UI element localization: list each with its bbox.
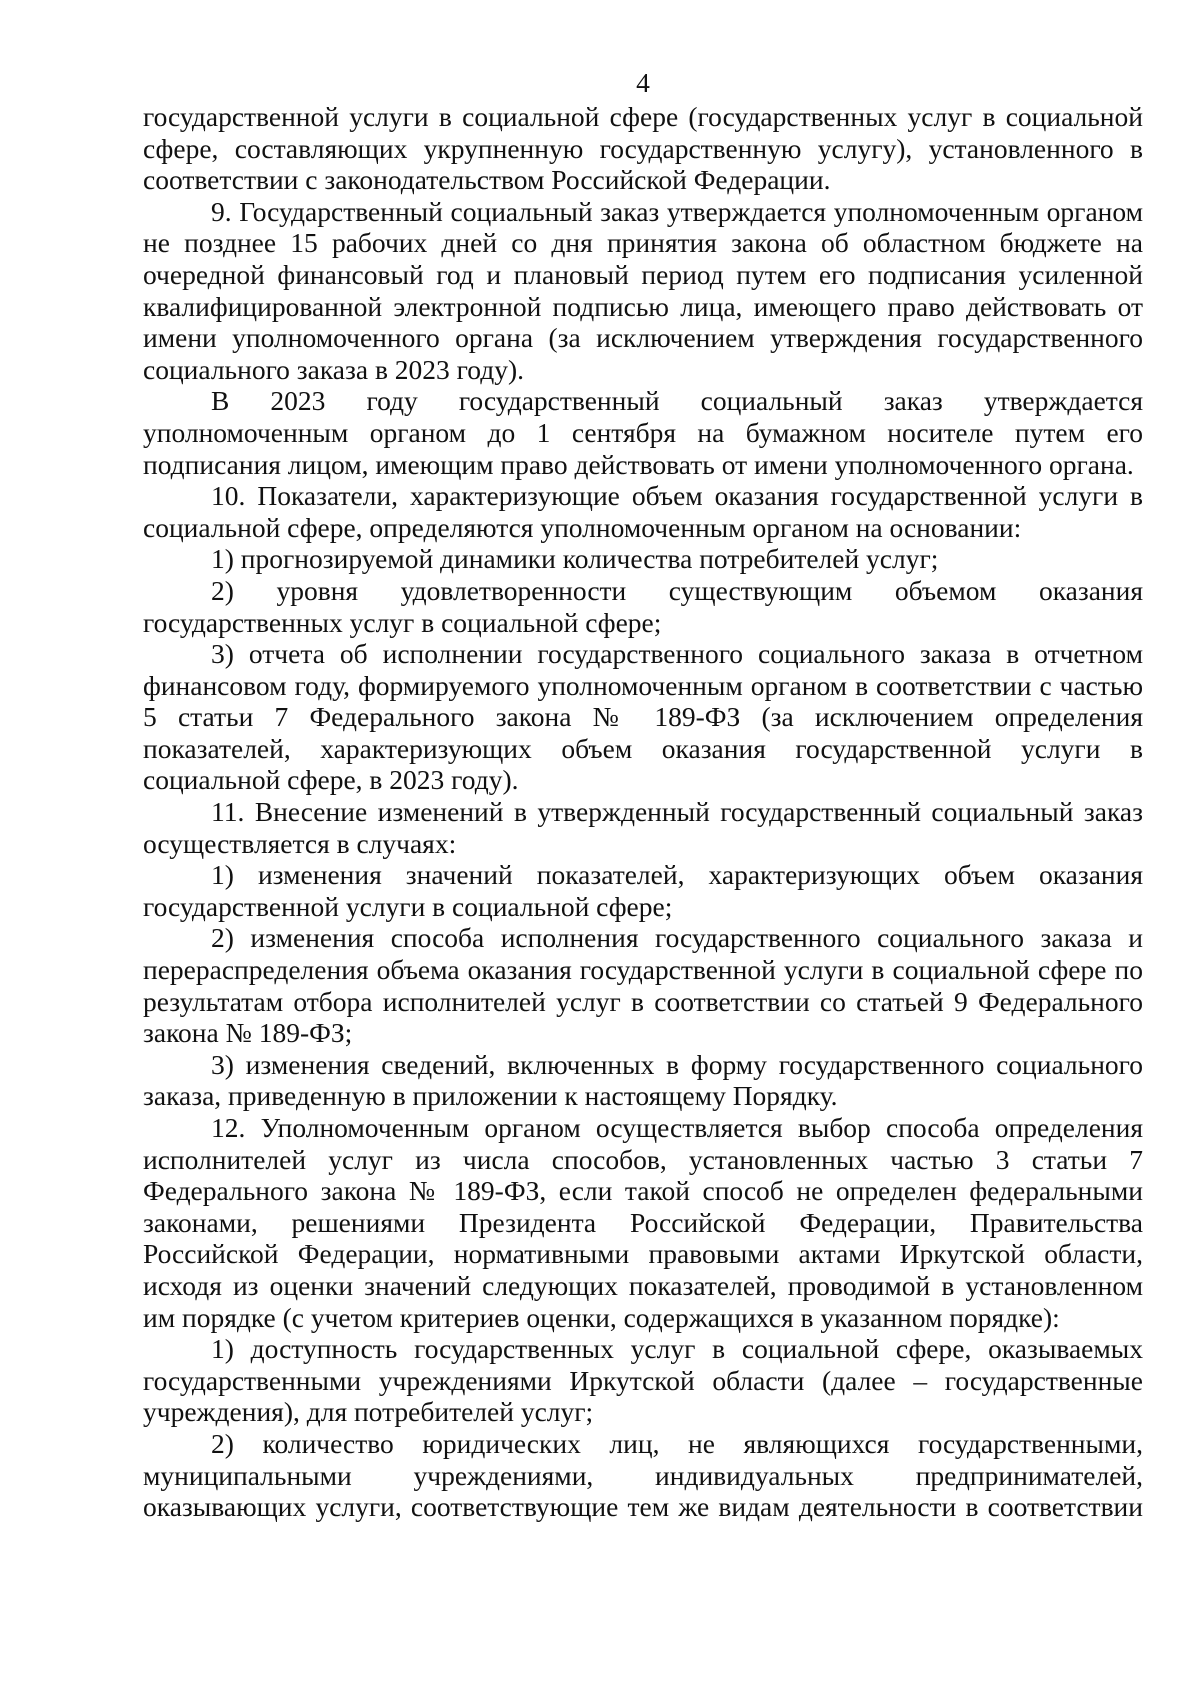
paragraph-item-12-2: 2) количество юридических лиц, не являющихся государственными, муниципальными учреждениями, индивидуальных предпринимателей, оказывающих услуги, соответствующие тем же видам деятельности в соответствии: [143, 1427, 1143, 1523]
paragraph-item-10-3: 3) отчета об исполнении государственного социального заказа в отчетном финансовом году, формируемого уполномоченным органом в соответствии с частью 5 статьи 7 Федерального закона № 189-ФЗ (за исключением определения показателей, характеризующих объем оказания государственной услуги в социальной сфере, в 2023 году).: [143, 638, 1143, 796]
paragraph-item-10-2: 2) уровня удовлетворенности существующим объемом оказания государственных услуг в социальной сфере;: [143, 574, 1143, 638]
paragraph-item-10: 10. Показатели, характеризующие объем оказания государственной услуги в социальной сфере, определяются уполномоченным органом на основании:: [143, 480, 1143, 543]
paragraph-item-11-3: 3) изменения сведений, включенных в форму государственного социального заказа, приведенную в приложении к настоящему Порядку.: [143, 1048, 1143, 1112]
paragraph-item-9: 9. Государственный социальный заказ утверждается уполномоченным органом не позднее 15 рабочих дней со дня принятия закона об областном бюджете на очередной финансовый год и плановый период путем его подписания усиленной квалифицированной электронной подписью лица, имеющего право действовать от имени уполномоченного органа (за исключением утверждения государственного социального заказа в 2023 году).: [143, 195, 1143, 385]
paragraph-item-10-1: 1) прогнозируемой динамики количества потребителей услуг;: [211, 543, 939, 575]
paragraph-item-9-2023: В 2023 году государственный социальный заказ утверждается уполномоченным органом до 1 сентября на бумажном носителе путем его подписания лицом, имеющим право действовать от имени уполномоченного органа.: [143, 385, 1143, 480]
paragraph-continuation: государственной услуги в социальной сфере (государственных услуг в социальной сфере, составляющих укрупненную государственную услугу), установленного в соответствии с законодательством Российской Федерации.: [143, 101, 1143, 196]
paragraph-item-11: 11. Внесение изменений в утвержденный государственный социальный заказ осуществляется в случаях:: [143, 796, 1143, 859]
document-page: [143, 66, 1143, 1523]
page-number: 4: [636, 67, 650, 98]
paragraph-item-12-1: 1) доступность государственных услуг в социальной сфере, оказываемых государственными учреждениями Иркутской области (далее – государственные учреждения), для потребителей услуг;: [143, 1333, 1143, 1428]
paragraph-item-11-1: 1) изменения значений показателей, характеризующих объем оказания государственной услуги в социальной сфере;: [143, 859, 1143, 922]
paragraph-item-11-2: 2) изменения способа исполнения государственного социального заказа и перераспределения объема оказания государственной услуги в социальной сфере по результатам отбора исполнителей услуг в соответствии со статьей 9 Федерального закона № 189-ФЗ;: [143, 922, 1143, 1049]
paragraph-item-12: 12. Уполномоченным органом осуществляется выбор способа определения исполнителей услуг из числа способов, установленных частью 3 статьи 7 Федерального закона № 189-ФЗ, если такой способ не определен федеральными законами, решениями Президента Российской Федерации, Правительства Российской Федерации, нормативными правовыми актами Иркутской области, исходя из оценки значений следующих показателей, проводимой в установленном им порядке (с учетом критериев оценки, содержащихся в указанном порядке):: [143, 1112, 1143, 1333]
